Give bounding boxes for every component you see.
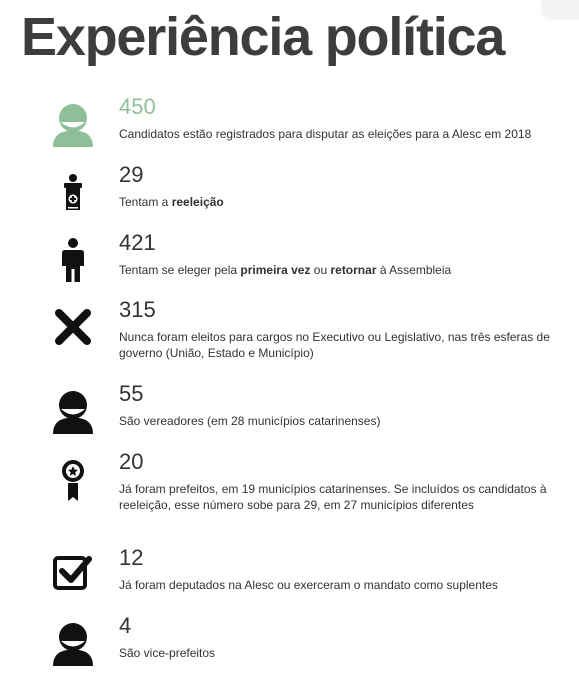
corner-tab xyxy=(541,0,579,20)
stat-value: 55 xyxy=(119,381,144,406)
stat-description xyxy=(119,645,559,661)
stat-value: 20 xyxy=(119,449,144,474)
description-text: Candidatos estão registrados para disputar as eleições para a Alesc em 2018 xyxy=(119,127,532,141)
stat-value: 29 xyxy=(119,162,144,187)
description-text: Já foram prefeitos, em 19 municípios catarinenses. Se incluídos os candidatos à reeleição, esse número sobe para 29, em 27 municípios diferentes xyxy=(119,482,547,512)
stat-value: 450 xyxy=(119,94,156,119)
description-text: Já foram deputados na Alesc ou exerceram o mandato como suplentes xyxy=(119,578,498,592)
description-text: ou xyxy=(310,263,331,277)
emphasis-text: retornar xyxy=(330,263,377,277)
stat-value: 4 xyxy=(119,613,132,638)
stat-description xyxy=(119,413,559,429)
stat-value: 315 xyxy=(119,297,156,322)
description-text: Tentam a xyxy=(119,195,172,209)
description-text: São vice-prefeitos xyxy=(119,646,216,660)
stat-description xyxy=(119,481,559,513)
description-text: Nunca foram eleitos para cargos no Executivo ou Legislativo, nas três esferas de governo (União, Estado e Município) xyxy=(119,330,550,360)
stat-description xyxy=(119,329,559,361)
standing-person-icon xyxy=(47,236,99,286)
description-text: Tentam se eleger pela xyxy=(119,263,241,277)
person-avatar-icon xyxy=(47,387,99,437)
stat-value: 421 xyxy=(119,230,156,255)
checkbox-icon xyxy=(47,551,99,601)
person-avatar-icon xyxy=(47,619,99,669)
stat-value: 12 xyxy=(119,545,144,570)
stat-description xyxy=(119,126,559,142)
emphasis-text: primeira vez xyxy=(240,263,311,277)
x-mark-icon xyxy=(47,303,99,353)
description-text: à Assembleia xyxy=(376,263,452,277)
award-ribbon-icon xyxy=(47,455,99,505)
page-title: Experiência política xyxy=(21,7,505,67)
emphasis-text: reeleição xyxy=(171,195,224,209)
person-avatar-icon xyxy=(47,100,99,150)
stat-description xyxy=(119,194,559,210)
podium-icon xyxy=(47,168,99,218)
stat-description xyxy=(119,577,559,593)
stat-description xyxy=(119,262,559,278)
description-text: São vereadores (em 28 municípios catarinenses) xyxy=(119,414,381,428)
